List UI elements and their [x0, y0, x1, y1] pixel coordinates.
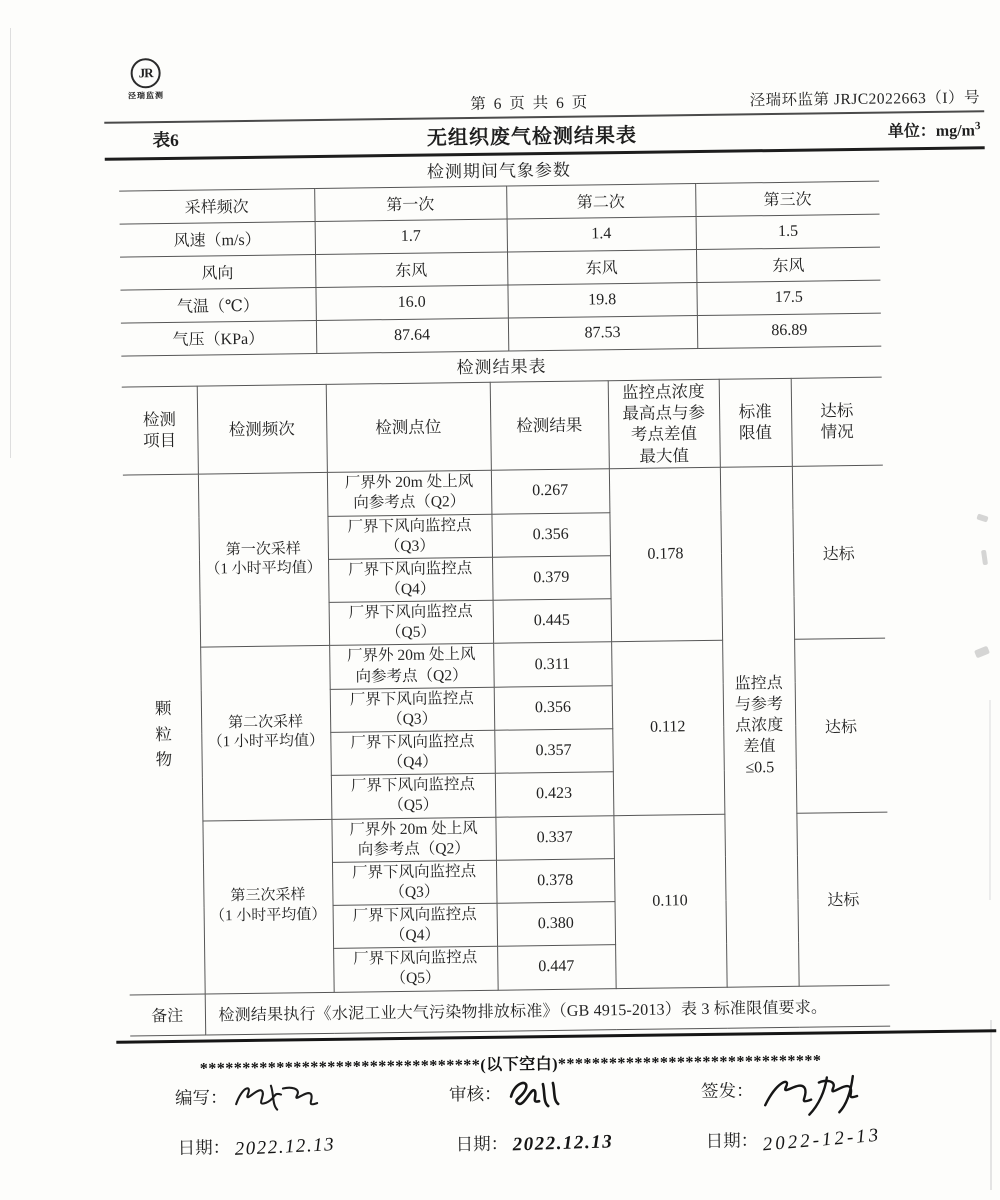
header-cell: 检测频次 — [197, 384, 327, 474]
compliance-cell: 达标 — [794, 638, 887, 812]
point-cell: 厂界下风向监控点 （Q4） — [330, 730, 495, 775]
header-cell: 达标 情况 — [791, 377, 883, 467]
handwritten-date: 2022-12-13 — [761, 1124, 882, 1156]
value-cell: 17.5 — [696, 280, 880, 315]
standard-limit-cell: 监控点 与参考 点浓度 差值 ≤0.5 — [720, 467, 799, 987]
header-cell: 检测结果 — [490, 380, 609, 470]
value-cell: 86.89 — [697, 313, 881, 348]
result-value-cell: 0.311 — [493, 642, 612, 687]
handwritten-date: 2022.12.13 — [512, 1131, 614, 1156]
weather-table — [119, 180, 881, 356]
point-cell: 厂界外 20m 处上风 向参考点（Q2） — [329, 644, 494, 689]
issuer-date — [705, 1124, 882, 1156]
logo-caption: 泾瑞监测 — [127, 91, 164, 101]
results-table-caption: 检测结果表 — [456, 356, 547, 377]
table-row — [123, 465, 884, 518]
point-cell: 厂界外 20m 处上风 向参考点（Q2） — [327, 471, 492, 516]
result-value-cell: 0.267 — [491, 469, 610, 514]
results-header-row — [122, 377, 883, 476]
result-value-cell: 0.356 — [494, 685, 613, 730]
max-diff-cell: 0.112 — [611, 641, 724, 816]
row-label-cell: 气压（KPa） — [121, 320, 316, 356]
handwritten-date: 2022.12.13 — [234, 1134, 336, 1161]
max-diff-cell: 0.110 — [613, 814, 726, 989]
compliance-cell: 达标 — [796, 812, 889, 986]
reviewer-date — [456, 1129, 614, 1156]
result-value-cell: 0.378 — [496, 858, 615, 903]
reviewer-signature — [449, 1080, 575, 1118]
result-value-cell: 0.337 — [495, 815, 614, 860]
value-cell: 87.53 — [508, 315, 697, 350]
date-label: 日期： — [705, 1130, 759, 1152]
logo-monogram-icon: JR — [130, 58, 160, 88]
table-number: 表6 — [152, 129, 179, 151]
point-cell: 厂界下风向监控点 （Q3） — [327, 514, 492, 559]
page-title: 无组织废气检测结果表 — [426, 124, 638, 150]
header-cell: 检测 项目 — [122, 386, 198, 476]
result-value-cell: 0.356 — [491, 512, 610, 557]
writer-signature — [175, 1083, 331, 1123]
value-cell: 1.5 — [696, 214, 880, 249]
point-cell: 厂界下风向监控点 （Q5） — [331, 773, 496, 818]
issuer-signature — [701, 1076, 877, 1122]
result-value-cell: 0.447 — [497, 945, 616, 990]
header-cell: 检测点位 — [326, 382, 491, 473]
remark-row — [130, 985, 890, 1036]
writer-date — [178, 1133, 336, 1160]
value-cell: 1.7 — [315, 219, 507, 255]
point-cell: 厂界下风向监控点 （Q4） — [333, 903, 498, 948]
unit-label — [888, 117, 981, 141]
value-cell: 第一次 — [314, 186, 506, 222]
result-value-cell: 0.379 — [492, 556, 611, 601]
row-label-cell: 采样频次 — [119, 188, 314, 224]
max-diff-cell: 0.178 — [609, 468, 722, 643]
blank-below-separator: *********************************(以下空白)******************************* — [199, 1052, 822, 1078]
value-cell: 第二次 — [506, 183, 695, 218]
scan-artifact — [10, 28, 11, 458]
point-cell: 厂界下风向监控点 （Q3） — [330, 687, 495, 732]
value-cell: 东风 — [315, 252, 507, 288]
signature-scribble-icon — [756, 1072, 877, 1122]
writer-label: 编写： — [174, 1087, 228, 1109]
results-table — [122, 376, 890, 1036]
unit-text: 单位：mg/m — [887, 122, 976, 141]
point-cell: 厂界下风向监控点 （Q5） — [329, 600, 494, 645]
point-cell: 厂界下风向监控点 （Q3） — [332, 860, 497, 905]
frequency-cell: 第一次采样 （1 小时平均值） — [198, 473, 329, 648]
row-label-cell: 风向 — [120, 254, 315, 290]
page-number: 第 6 页 共 6 页 — [470, 94, 590, 114]
value-cell: 东风 — [507, 249, 696, 284]
signature-scribble-icon — [504, 1076, 575, 1117]
compliance-cell: 达标 — [792, 465, 885, 639]
weather-table-caption: 检测期间气象参数 — [426, 160, 572, 182]
result-value-cell: 0.380 — [497, 902, 616, 947]
value-cell: 第三次 — [695, 181, 879, 216]
signature-scribble-icon — [230, 1079, 331, 1122]
report-number: 泾瑞环监第 JRJC2022663（I）号 — [749, 89, 981, 110]
header-cell: 标准 限值 — [719, 378, 792, 468]
result-value-cell: 0.445 — [493, 599, 612, 644]
document-content — [103, 49, 998, 1176]
row-label-cell: 气温（℃） — [120, 287, 315, 323]
result-value-cell: 0.357 — [494, 729, 613, 774]
point-cell: 厂界外 20m 处上风 向参考点（Q2） — [331, 817, 496, 862]
value-cell: 1.4 — [507, 216, 696, 251]
reviewer-label: 审核： — [448, 1083, 502, 1105]
row-label-cell: 风速（m/s） — [120, 221, 315, 257]
remark-text-cell: 检测结果执行《水泥工业大气污染物排放标准》（GB 4915-2013）表 3 标准限值要求。 — [205, 985, 890, 1035]
result-value-cell: 0.423 — [495, 772, 614, 817]
date-label: 日期： — [455, 1133, 509, 1155]
frequency-cell: 第三次采样 （1 小时平均值） — [202, 819, 333, 994]
remark-label-cell: 备注 — [130, 994, 206, 1036]
value-cell: 16.0 — [315, 285, 507, 321]
value-cell: 87.64 — [316, 318, 508, 354]
value-cell: 东风 — [696, 247, 880, 282]
issuer-label: 签发： — [700, 1080, 754, 1102]
date-label: 日期： — [177, 1137, 231, 1159]
point-cell: 厂界下风向监控点 （Q5） — [333, 947, 498, 992]
unit-superscript: 3 — [974, 120, 981, 133]
header-cell: 监控点浓度 最高点与参 考点差值 最大值 — [608, 379, 720, 469]
parameter-name-cell: 颗 粒 物 — [123, 474, 205, 994]
value-cell: 19.8 — [507, 282, 696, 317]
company-logo — [121, 58, 170, 102]
frequency-cell: 第二次采样 （1 小时平均值） — [200, 646, 331, 821]
point-cell: 厂界下风向监控点 （Q4） — [328, 557, 493, 602]
